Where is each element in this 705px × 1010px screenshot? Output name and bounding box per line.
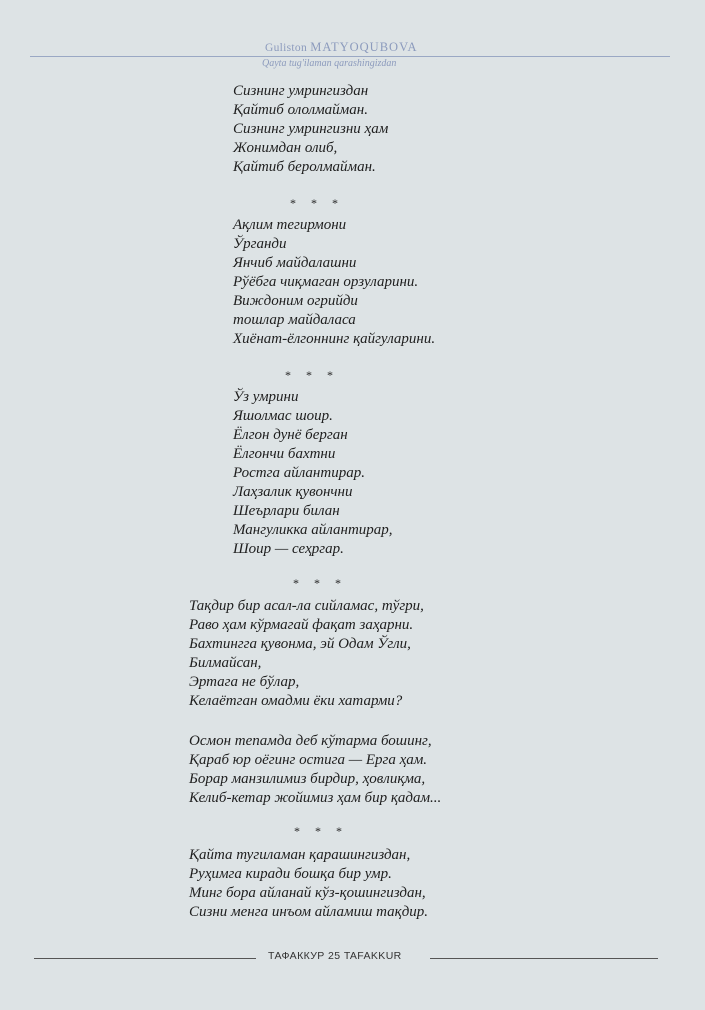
poem-line: Шеърлари билан: [233, 503, 340, 519]
poem-line: Келаётган омадми ёки хатарми?: [189, 693, 403, 709]
poem-line: Эртага не бўлар,: [189, 674, 300, 690]
poem-line: Раво ҳам кўрмагай фақат заҳарни.: [189, 617, 414, 633]
poem-line: Руҳимга киради бошқа бир умр.: [189, 866, 392, 882]
poem-line: Сизнинг умрингизни ҳам: [233, 121, 389, 137]
stanza-4: [189, 597, 424, 711]
header-rule: [30, 56, 670, 57]
poem-collection-title: Qayta tug'ilaman qarashingizdan: [262, 58, 397, 69]
poem-line: тошлар майдаласа: [233, 312, 356, 328]
poem-line: Борар манзилимиз бирдир, ҳовлиқма,: [189, 771, 426, 787]
author-last-name: MATYOQUBOVA: [310, 40, 418, 54]
poem-line: Хиёнат-ёлгоннинг қайгуларини.: [233, 331, 436, 347]
poem-line: Сизнинг умрингиздан: [233, 83, 369, 99]
stanza-1: [233, 82, 388, 177]
poem-line: Янчиб майдалашни: [233, 255, 357, 271]
footer-rule-right: [430, 958, 658, 959]
stanza-5: [189, 732, 441, 808]
poem-line: Виждоним огрийди: [233, 293, 358, 309]
author-name: [265, 40, 418, 55]
poem-line: Жонимдан олиб,: [233, 140, 338, 156]
poem-line: Сизни менга инъом айламиш тақдир.: [189, 904, 429, 920]
page-footer: [0, 950, 705, 964]
poem-line: Ўрганди: [233, 236, 287, 252]
stanza-separator: * * *: [294, 824, 348, 838]
poem-line: Мангуликка айлантирар,: [233, 522, 393, 538]
poem-line: Ёлгон дунё берган: [233, 427, 348, 443]
poem-line: Лаҳзалик қувончни: [233, 484, 353, 500]
poem-line: Қараб юр оёгинг остига — Ерга ҳам.: [189, 752, 428, 768]
poem-line: Қайтиб беролмайман.: [233, 159, 376, 175]
poem-line: Қайта тугиламан қарашингиздан,: [189, 847, 411, 863]
poem-line: Осмон тепамда деб кўтарма бошинг,: [189, 733, 432, 749]
poem-line: Келиб-кетар жойимиз ҳам бир қадам...: [189, 790, 442, 806]
stanza-separator: * * *: [293, 576, 347, 590]
poem-line: Ўз умрини: [233, 389, 299, 405]
poem-line: Тақдир бир асал-ла сийламас, тўгри,: [189, 598, 424, 614]
author-first-name: Guliston: [265, 42, 308, 54]
poem-line: Бахтингга қувонма, эй Одам Ўгли,: [189, 636, 411, 652]
footer-page-label: ТАФАККУР 25 TAFAKKUR: [268, 950, 402, 962]
poem-line: Рўёбга чиқмаган орзуларини.: [233, 274, 419, 290]
poem-line: Яшолмас шоир.: [233, 408, 333, 424]
poem-line: Ёлгончи бахтни: [233, 446, 336, 462]
poem-line: Шоир — сеҳргар.: [233, 541, 344, 557]
poem-line: Ақлим тегирмони: [233, 217, 347, 233]
poem-line: Ростга айлантирар.: [233, 465, 365, 481]
poem-line: Билмайсан,: [189, 655, 262, 671]
stanza-separator: * * *: [285, 368, 339, 382]
footer-rule-left: [34, 958, 256, 959]
stanza-3: [233, 388, 393, 559]
poem-line: Қайтиб ололмайман.: [233, 102, 368, 118]
stanza-6: [189, 846, 428, 922]
stanza-separator: * * *: [290, 196, 344, 210]
poem-line: Минг бора айланай кўз-қошингиздан,: [189, 885, 426, 901]
stanza-2: [233, 216, 435, 349]
